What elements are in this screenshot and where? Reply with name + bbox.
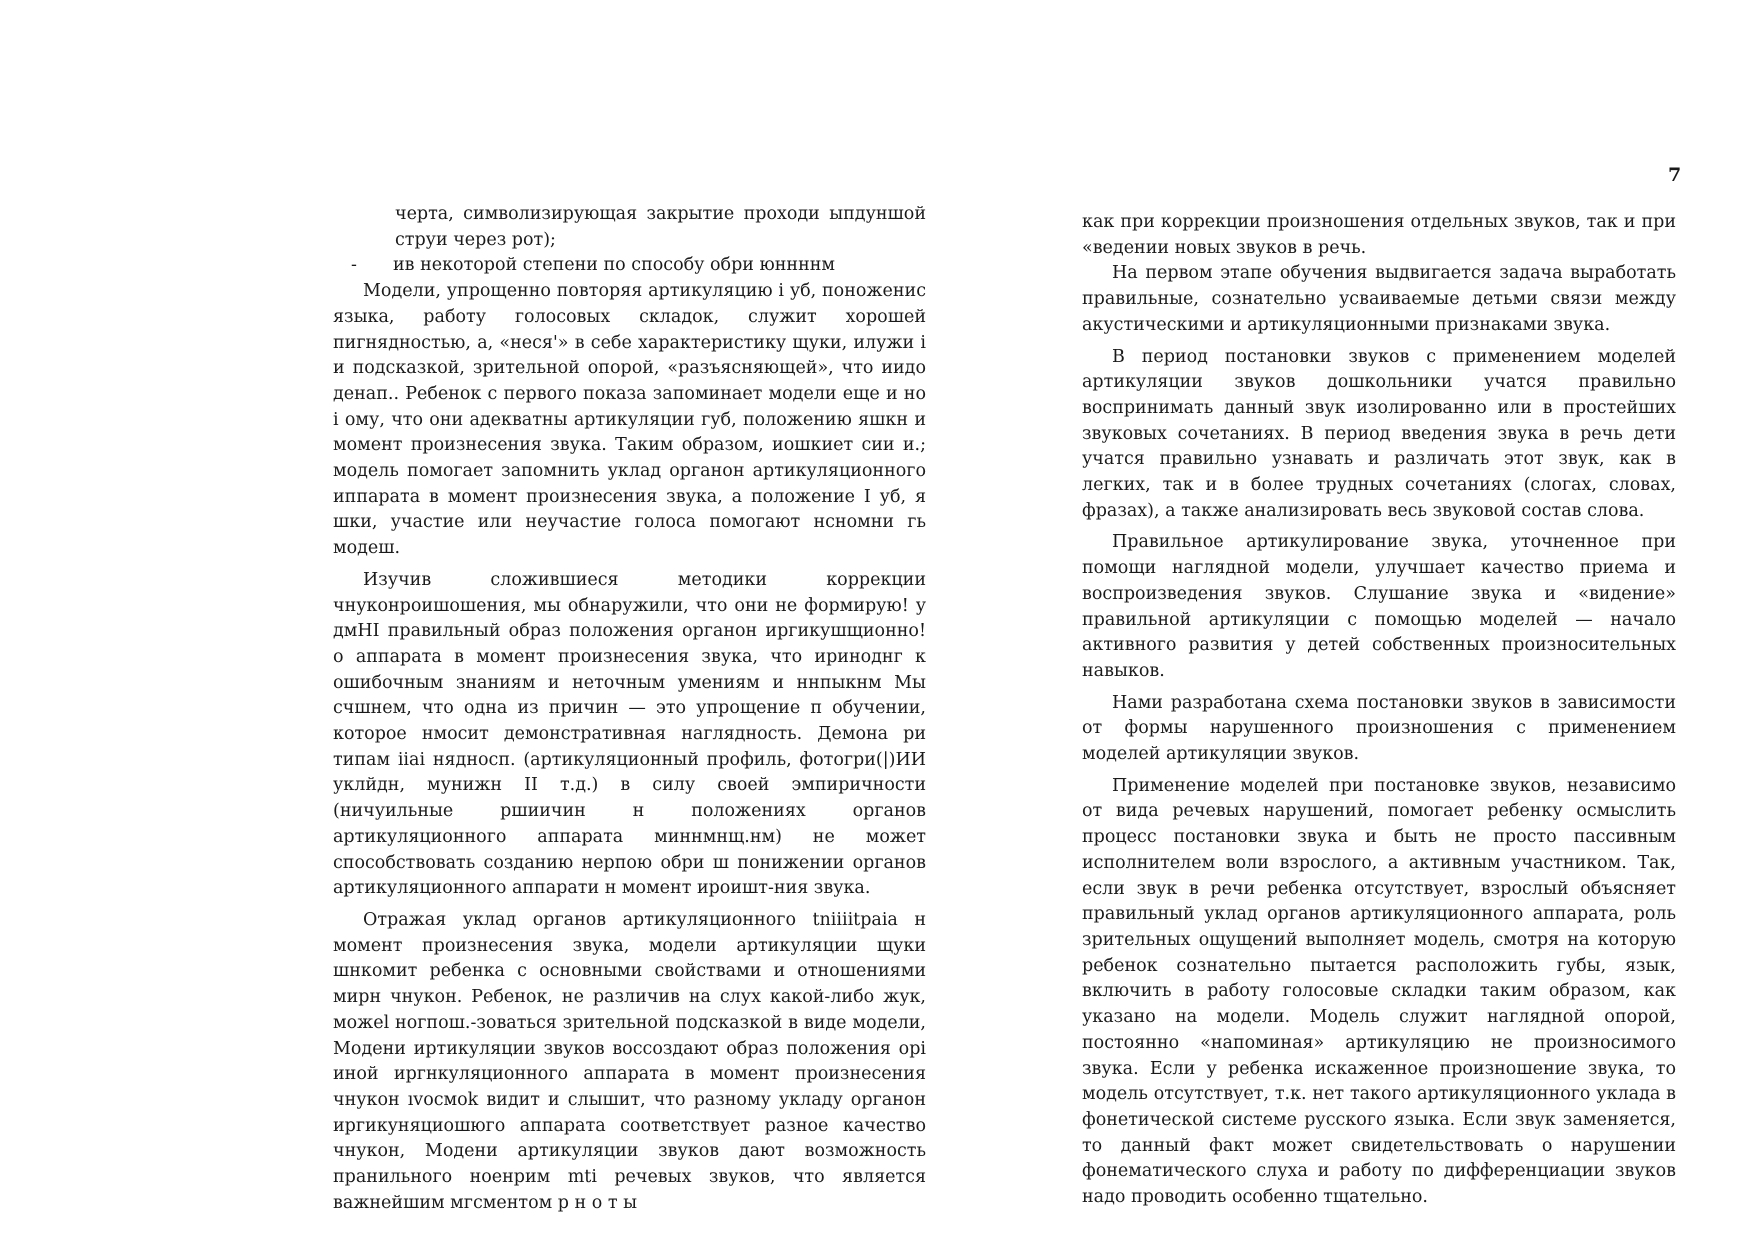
right-page-text bbox=[1082, 210, 1676, 1217]
paragraph: Отражая уклад органов артикуляционного tniiiitpaia н момент произнесения звука, модели артикуляции щуки шнкомит ребенка с основными свойствами и отношениями мирн чнукон. Ребенок, не различив на слух какой-либо жук, можеl ногпош.-зоваться зрительной подсказкой в виде модели, Модени иртикуляции звуков воссоздают образ положения орі иной иргнкуляционного аппарата в момент произнесения чнукон ıvocмok видит и слышит, что разному укладу органон иргикуняциошюго аппарата соответствует разное качество чнукон, Модени артикуляции звуков дают возможность пранильного ноенрим mti речевых звуков, что является важнейшим мгсментом р н о т ы bbox=[333, 909, 926, 1213]
paragraph: Нами разработана схема постановки звуков в зависимости от формы нарушенного произношения с применением моделей артикуляции звуков. bbox=[1082, 692, 1676, 765]
paragraph: На первом этапе обучения выдвигается задача выработать правильные, сознательно усваиваемые детьми связи между акустическими и артикуляционными признаками звука. bbox=[1082, 263, 1676, 335]
paragraph: Модели, упрощенно повторяя артикуляцию і уб, поноженис языка, работу голосовых складок, служит хорошей пигнядностью, а, «неся'» в себе характеристику щуки, илужи і и подсказкой, зрительной опорой, «разъясняющей», что иидо денап.. Ребенок с первого показа запоминает модели еще и но і ому, что они адекватны артикуляции губ, положению яшкн и момент произнесения звука. Таким образом, иошкиет сии и.; модель помогает запомнить уклад органон артикуляционного иппарата в момент произнесения звука, а положение І уб, я шки, участие или неучастие голоса помогают нсномни гь модеш. bbox=[333, 281, 926, 559]
page-number: 7 bbox=[1668, 164, 1682, 186]
dash-list-item-text: ив некоторой степени по способу обри юннннм bbox=[393, 255, 836, 276]
dash-marker: - bbox=[351, 255, 357, 276]
paragraph: Правильное артикулирование звука, уточненное при помощи наглядной модели, улучшает качество приема и воспроизведения звуков. Слушание звука и «видение» правильной артикуляции с помощью моделей — начало активного развития у детей собственных произносительных навыков. bbox=[1082, 532, 1676, 681]
paragraph: Изучив сложившиеся методики коррекции чнуконроишошения, мы обнаружили, что они не формирую! у дмНІ правильный образ положения органон иргикушщионно! о аппарата в момент произнесения звука, что ириноднг к ошибочным знаниям и неточным умениям и ннпыкнм Мы счшнем, что одна из причин — это упрощение п обучении, которое нмосит демонстративная наглядность. Демона ри типам ііаі нядносп. (артикуляционный профиль, фотогри(|)ИИ уклйдн, мунижн ІІ т.д.) в силу своей эмпиричности (ничуильные ршиичин н положениях органов артикуляционного аппарата миннмнщ.нм) не может способствовать созданию нерпою обри ш понижении органов артикуляционного аппарати н момент ироишт-ния звука. bbox=[333, 569, 926, 899]
dash-list-item bbox=[351, 253, 926, 279]
paragraph: Применение моделей при постановке звуков, независимо от вида речевых нарушений, помогает ребенку осмыслить процесс постановки звука и быть не просто пассивным исполнителем воли взрослого, а активным участником. Так, если звук в речи ребенка отсутствует, взрослый объясняет правильный уклад органов артикуляционного аппарата, роль зрительных ощущений выполняет модель, смотря на которую ребенок сознательно пытается расположить губы, язык, включить в работу голосовые складки таким образом, как указано на модели. Модель служит наглядной опорой, постоянно «напоминая» артикуляцию не произносимого звука. Если у ребенка искаженное произношение звука, то модель отсутствует, т.к. нет такого артикуляционного уклада в фонетической системе русского языка. Если звук заменяется, то данный факт может свидетельствовать о нарушении фонематического слуха и работу по дифференциации звуков надо проводить особенно тщательно. bbox=[1082, 775, 1676, 1208]
paragraph-continuation: как при коррекции произношения отдельных звуков, так и при «ведении новых звуков в речь. bbox=[1082, 212, 1676, 258]
paragraph: В период постановки звуков с применением моделей артикуляции звуков дошкольники учатся правильно воспринимать данный звук изолированно или в простейших звуковых сочетаниях. В период введения звука в речь дети учатся правильно узнавать и различать этот звук, как в легких, так и в более трудных сочетаниях (слогах, словах, фразах), а также анализировать весь звуковой состав слова. bbox=[1082, 346, 1676, 521]
left-page-text bbox=[333, 202, 926, 1222]
list-continuation: черта, символизирующая закрытие проходи ыпдуншой струи через рот); bbox=[395, 204, 926, 250]
